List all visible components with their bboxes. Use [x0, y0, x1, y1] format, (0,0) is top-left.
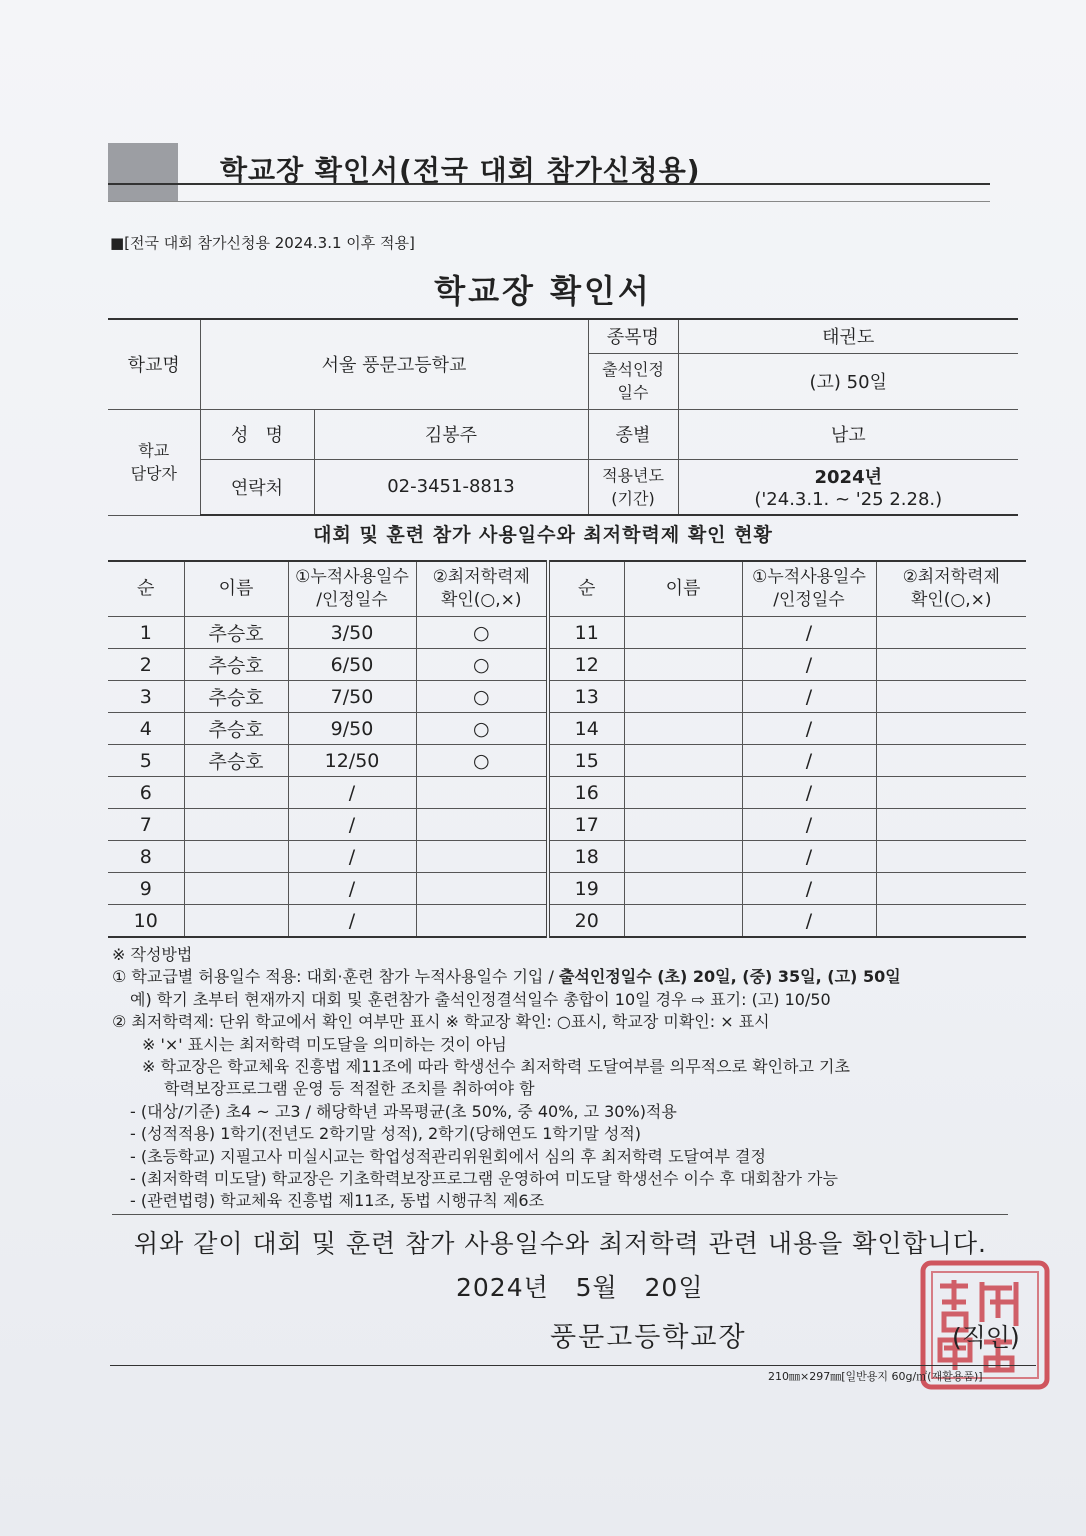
table-row [108, 841, 1026, 873]
roster-right-name-cell [624, 841, 742, 873]
issue-date: 2024년 5월 20일 [456, 1273, 704, 1302]
roster-left-days-cell: 6/50 [288, 649, 416, 681]
contact-label: 연락처 [200, 459, 314, 515]
applicability-note: ■[전국 대회 참가신청용 2024.3.1 이후 적용] [110, 234, 415, 252]
roster-left-no-cell: 1 [108, 617, 184, 649]
roster-left-name-cell [184, 809, 288, 841]
header-title: 학교장 확인서(전국 대회 참가신청용) [220, 154, 701, 187]
roster-header-days: ①누적사용일수 /인정일수 [288, 561, 416, 617]
roster-left-name-cell: 추승호 [184, 649, 288, 681]
roster-right-days-cell: / [742, 841, 876, 873]
roster-right-name-cell [624, 745, 742, 777]
footer-rule [110, 1365, 1036, 1366]
roster-left-name-cell: 추승호 [184, 745, 288, 777]
name-value: 김봉주 [314, 409, 588, 459]
roster-left-no-cell: 5 [108, 745, 184, 777]
roster-left-no-cell: 7 [108, 809, 184, 841]
writing-instructions [112, 944, 1032, 1213]
roster-right-check-cell [876, 681, 1026, 713]
note-1 [112, 966, 1032, 988]
paper-spec: 210㎜×297㎜[일반용지 60g/㎡(재활용품)] [768, 1370, 983, 1383]
roster-right-check-cell [876, 777, 1026, 809]
roster-right-days-cell: / [742, 617, 876, 649]
roster-left-no-cell: 4 [108, 713, 184, 745]
roster-right-name-cell [624, 649, 742, 681]
contact-value: 02-3451-8813 [314, 459, 588, 515]
roster-header-days-2: ①누적사용일수 /인정일수 [742, 561, 876, 617]
school-label: 학교명 [108, 319, 200, 409]
roster-left-days-cell: 7/50 [288, 681, 416, 713]
roster-right-name-cell [624, 809, 742, 841]
roster-right-days-cell: / [742, 873, 876, 905]
name-label: 성 명 [200, 409, 314, 459]
roster-left-days-cell: / [288, 809, 416, 841]
roster-right-no-cell: 20 [548, 905, 624, 938]
seal-label: (직인) [952, 1323, 1020, 1352]
roster-right-no-cell: 17 [548, 809, 624, 841]
document-header [108, 143, 990, 203]
detail-3: - (초등학교) 지필고사 미실시교는 학업성적관리위원회에서 심의 후 최저학력 도달여부 결정 [130, 1146, 766, 1166]
header-rule-thin [108, 201, 990, 202]
roster-left-no-cell: 8 [108, 841, 184, 873]
roster-left-no-cell: 10 [108, 905, 184, 938]
roster-header-name: 이름 [184, 561, 288, 617]
roster-right-days-cell: / [742, 745, 876, 777]
table-row [108, 617, 1026, 649]
roster-right-check-cell [876, 649, 1026, 681]
roster-right-days-cell: / [742, 713, 876, 745]
roster-left-no-cell: 2 [108, 649, 184, 681]
roster-right-check-cell [876, 873, 1026, 905]
roster-right-days-cell: / [742, 809, 876, 841]
roster-left-check-cell: ○ [416, 745, 548, 777]
roster-right-name-cell [624, 777, 742, 809]
roster-left-days-cell: / [288, 777, 416, 809]
detail-4: - (최저학력 미도달) 학교장은 기초학력보장프로그램 운영하여 미도달 학생선수 이수 후 대회참가 가능 [130, 1169, 838, 1189]
roster-left-no-cell: 9 [108, 873, 184, 905]
roster-left-days-cell: / [288, 841, 416, 873]
roster-left-check-cell: ○ [416, 649, 548, 681]
table-row [108, 649, 1026, 681]
roster-right-name-cell [624, 681, 742, 713]
table-row [108, 745, 1026, 777]
roster-left-check-cell [416, 905, 548, 938]
roster-left-name-cell [184, 873, 288, 905]
roster-right-days-cell: / [742, 681, 876, 713]
roster-left-check-cell: ○ [416, 617, 548, 649]
roster-left-check-cell [416, 841, 548, 873]
roster-right-no-cell: 19 [548, 873, 624, 905]
attendance-label: 출석인정 일수 [588, 353, 678, 409]
roster-left-days-cell: 12/50 [288, 745, 416, 777]
roster-left-name-cell: 추승호 [184, 713, 288, 745]
roster-left-days-cell: / [288, 873, 416, 905]
confirmation-statement: 위와 같이 대회 및 훈련 참가 사용일수와 최저학력 관련 내용을 확인합니다. [134, 1229, 987, 1258]
sport-label: 종목명 [588, 319, 678, 353]
table-row [108, 777, 1026, 809]
roster-right-name-cell [624, 873, 742, 905]
attendance-value: (고) 50일 [678, 353, 1018, 409]
category-value: 남고 [678, 409, 1018, 459]
roster-left-name-cell [184, 905, 288, 938]
table-row [108, 809, 1026, 841]
roster-right-check-cell [876, 905, 1026, 938]
roster-right-no-cell: 15 [548, 745, 624, 777]
roster-left-no-cell: 6 [108, 777, 184, 809]
header-gray-block [108, 143, 178, 201]
table-row [108, 905, 1026, 938]
roster-left-check-cell: ○ [416, 681, 548, 713]
roster-right-check-cell [876, 713, 1026, 745]
roster-left-check-cell [416, 809, 548, 841]
roster-right-check-cell [876, 841, 1026, 873]
roster-right-no-cell: 16 [548, 777, 624, 809]
roster-right-name-cell [624, 617, 742, 649]
roster-right-no-cell: 12 [548, 649, 624, 681]
school-value: 서울 풍문고등학교 [200, 319, 588, 409]
detail-2: - (성적적용) 1학기(전년도 2학기말 성적), 2학기(당해연도 1학기말 성적) [130, 1124, 642, 1144]
notes-divider [112, 1214, 1008, 1215]
school-info-table [108, 318, 1018, 516]
roster-left-days-cell: 3/50 [288, 617, 416, 649]
roster-left-days-cell: 9/50 [288, 713, 416, 745]
year-value: 2024년 [814, 467, 882, 489]
roster-left-no-cell: 3 [108, 681, 184, 713]
roster-left-days-cell: / [288, 905, 416, 938]
roster-right-name-cell [624, 713, 742, 745]
roster-left-name-cell: 추승호 [184, 617, 288, 649]
detail-1: - (대상/기준) 초4 ~ 고3 / 해당학년 과목평균(초 50%, 중 40%, 고 30%)적용 [130, 1101, 677, 1121]
sport-value: 태권도 [678, 319, 1018, 353]
roster-header-check-2: ②최저학력제 확인(○,×) [876, 561, 1026, 617]
note-2-b: ※ 학교장은 학교체육 진흥법 제11조에 따라 학생선수 최저학력 도달여부를 의무적으로 확인하고 기초 [142, 1057, 850, 1077]
roster-right-name-cell [624, 905, 742, 938]
note-2-a: ※ '×' 표시는 최저학력 미도달을 의미하는 것이 아님 [142, 1034, 507, 1054]
roster-left-name-cell [184, 777, 288, 809]
roster-right-check-cell [876, 745, 1026, 777]
roster-right-no-cell: 13 [548, 681, 624, 713]
roster-table [108, 560, 1026, 938]
table-row [108, 681, 1026, 713]
roster-header-no: 순 [108, 561, 184, 617]
roster-right-no-cell: 14 [548, 713, 624, 745]
roster-right-days-cell: / [742, 777, 876, 809]
header-rule [108, 183, 990, 185]
roster-subtitle: 대회 및 훈련 참가 사용일수와 최저학력제 확인 현황 [313, 524, 773, 546]
year-period: ('24.3.1. ~ '25 2.28.) [754, 489, 943, 511]
note-1-text: ① 학교급별 허용일수 적용: 대회·훈련 참가 누적사용일수 기입 / [112, 967, 559, 987]
note-1-example: 예) 학기 초부터 현재까지 대회 및 훈련참가 출석인정결석일수 총합이 10일 경우 ⇨ 표기: (고) 10/50 [130, 989, 831, 1009]
roster-right-check-cell [876, 617, 1026, 649]
detail-5: - (관련법령) 학교체육 진흥법 제11조, 동법 시행규칙 제6조 [130, 1191, 545, 1211]
roster-right-days-cell: / [742, 649, 876, 681]
roster-left-name-cell [184, 841, 288, 873]
principal-signature: 풍문고등학교장 [550, 1322, 747, 1353]
staff-label: 학교 담당자 [108, 409, 200, 515]
roster-left-name-cell: 추승호 [184, 681, 288, 713]
roster-right-days-cell: / [742, 905, 876, 938]
roster-left-check-cell [416, 777, 548, 809]
roster-header-name-2: 이름 [624, 561, 742, 617]
roster-right-no-cell: 11 [548, 617, 624, 649]
year-cell [678, 459, 1018, 515]
notes-heading: ※ 작성방법 [112, 945, 193, 964]
roster-left-check-cell: ○ [416, 713, 548, 745]
page-title: 학교장 확인서 [434, 272, 652, 310]
table-row [108, 873, 1026, 905]
roster-right-no-cell: 18 [548, 841, 624, 873]
roster-header-no-2: 순 [548, 561, 624, 617]
roster-right-check-cell [876, 809, 1026, 841]
table-row [108, 713, 1026, 745]
roster-header-check: ②최저학력제 확인(○,×) [416, 561, 548, 617]
year-label: 적용년도 (기간) [588, 459, 678, 515]
category-label: 종별 [588, 409, 678, 459]
roster-left-check-cell [416, 873, 548, 905]
note-2-b2: 학력보장프로그램 운영 등 적절한 조치를 취하여야 함 [164, 1079, 535, 1099]
note-1-bold: 출석인정일수 (초) 20일, (중) 35일, (고) 50일 [558, 967, 901, 987]
note-2: ② 최저학력제: 단위 학교에서 확인 여부만 표시 ※ 학교장 확인: ○표시, 학교장 미확인: × 표시 [112, 1012, 770, 1032]
